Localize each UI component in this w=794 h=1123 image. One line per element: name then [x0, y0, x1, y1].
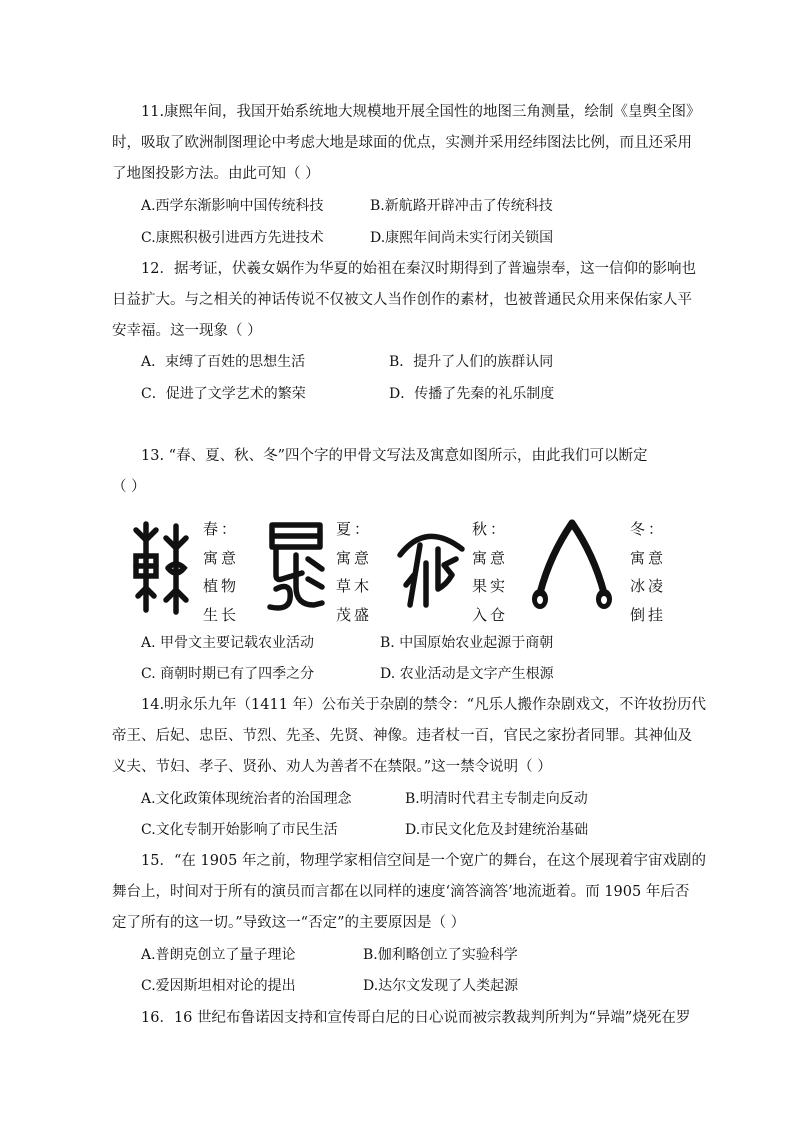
- spring-gloss-line: 生长: [203, 605, 240, 624]
- q11-option-c: C.康熙积极引进西方先进技术: [141, 230, 324, 246]
- oracle-bone-summer-glyph: [262, 515, 330, 615]
- q11-option-d: D.康熙年间尚未实行闭关锁国: [370, 230, 554, 246]
- q15-option-a: A.普朗克创立了量子理论: [141, 947, 296, 963]
- winter-gloss-line: 寓意: [630, 548, 667, 567]
- q12-line-3: 安幸福。这一现象（ ）: [112, 323, 262, 339]
- q13-line-1: 13. “春、夏、秋、冬”四个字的甲骨文写法及寓意如图所示，由此我们可以断定: [141, 448, 648, 464]
- autumn-gloss-line: 入仓: [472, 605, 509, 624]
- q14-line-3: 义夫、节妇、孝子、贤孙、劝人为善者不在禁限。”这一禁令说明（ ）: [112, 759, 552, 775]
- summer-gloss-line: 茂盛: [336, 605, 373, 624]
- spring-gloss: [203, 515, 239, 629]
- q12-option-a: A．束缚了百姓的思想生活: [141, 354, 306, 370]
- winter-gloss-title: 冬：: [630, 520, 667, 538]
- q12-line-2: 日益扩大。与之相关的神话传说不仅被文人当作创作的素材，也被普通民众用来保佑家人平: [112, 292, 692, 308]
- spring-gloss-line: 寓意: [203, 548, 240, 567]
- summer-gloss: [336, 515, 372, 629]
- spring-gloss-title: 春：: [203, 520, 240, 538]
- q15-line-2: 舞台上，时间对于所有的演员而言都在以同样的速度‘滴答滴答’地流逝着。而 1905 年后否: [112, 884, 690, 900]
- q13-line-2: （ ）: [112, 479, 146, 495]
- q13-option-d: D. 农业活动是文字产生根源: [380, 666, 554, 682]
- q12-option-d: D．传播了先秦的礼乐制度: [389, 386, 555, 402]
- q11-line-2: 时，吸取了欧洲制图理论中考虑大地是球面的优点，实测并采用经纬图法比例，而且还采用: [112, 135, 692, 151]
- q14-option-b: B.明清时代君主专制走向反动: [405, 791, 588, 807]
- winter-gloss: [630, 515, 666, 629]
- summer-gloss-title: 夏：: [336, 520, 373, 538]
- q15-option-c: C.爱因斯坦相对论的提出: [141, 978, 296, 994]
- q11-line-1: 11.康熙年间，我国开始系统地大规模地开展全国性的地图三角测量，绘制《皇舆全图》: [141, 104, 701, 120]
- q14-line-1: 14.明永乐九年（1411 年）公布关于杂剧的禁令：“凡乐人搬作杂剧戏文，不许妆扮历代: [141, 697, 706, 713]
- summer-gloss-line: 寓意: [336, 548, 373, 567]
- q14-option-d: D.市民文化危及封建统治基础: [405, 822, 589, 838]
- q11-option-a: A.西学东渐影响中国传统科技: [141, 198, 324, 214]
- q12-line-1: 12．据考证，伏羲女娲作为华夏的始祖在秦汉时期得到了普遍崇奉，这一信仰的影响也: [141, 261, 696, 277]
- autumn-gloss-line: 寓意: [472, 548, 509, 567]
- q16-line-1: 16．16 世纪布鲁诺因支持和宣传哥白尼的日心说而被宗教裁判所判为“异端”烧死在罗: [141, 1010, 691, 1026]
- summer-gloss-line: 草木: [336, 577, 373, 595]
- spring-gloss-line: 植物: [203, 577, 240, 595]
- q14-line-2: 帝王、后妃、忠臣、节烈、先圣、先贤、神像。违者杖一百，官民之家扮者同罪。其神仙及: [112, 728, 692, 744]
- oracle-bone-spring-glyph: [126, 518, 196, 618]
- q14-option-c: C.文化专制开始影响了市民生活: [141, 822, 338, 838]
- autumn-gloss-line: 果实: [472, 577, 509, 595]
- q11-option-b: B.新航路开辟冲击了传统科技: [370, 198, 553, 214]
- q15-line-3: 定了所有的这一切。”导致这一“否定”的主要原因是（ ）: [112, 915, 466, 931]
- oracle-bone-winter-glyph: [528, 515, 616, 615]
- winter-gloss-line: 冰凌: [630, 577, 667, 595]
- oracle-bone-autumn-glyph: [396, 515, 468, 615]
- q15-line-1: 15．“在 1905 年之前，物理学家相信空间是一个宽广的舞台，在这个展现着宇宙戏剧的: [141, 853, 706, 869]
- q12-option-b: B．提升了人们的族群认同: [389, 354, 554, 370]
- q12-option-c: C．促进了文学艺术的繁荣: [141, 386, 306, 402]
- autumn-gloss-title: 秋：: [472, 520, 509, 538]
- q15-option-b: B.伽利略创立了实验科学: [363, 947, 518, 963]
- q13-option-b: B. 中国原始农业起源于商朝: [380, 635, 554, 651]
- q14-option-a: A.文化政策体现统治者的治国理念: [141, 791, 352, 807]
- q13-option-a: A. 甲骨文主要记载农业活动: [141, 635, 315, 651]
- winter-gloss-line: 倒挂: [630, 605, 667, 624]
- q13-option-c: C. 商朝时期已有了四季之分: [141, 666, 315, 682]
- autumn-gloss: [472, 515, 508, 629]
- q11-line-3: 了地图投影方法。由此可知（ ）: [112, 166, 320, 182]
- q15-option-d: D.达尔文发现了人类起源: [363, 978, 519, 994]
